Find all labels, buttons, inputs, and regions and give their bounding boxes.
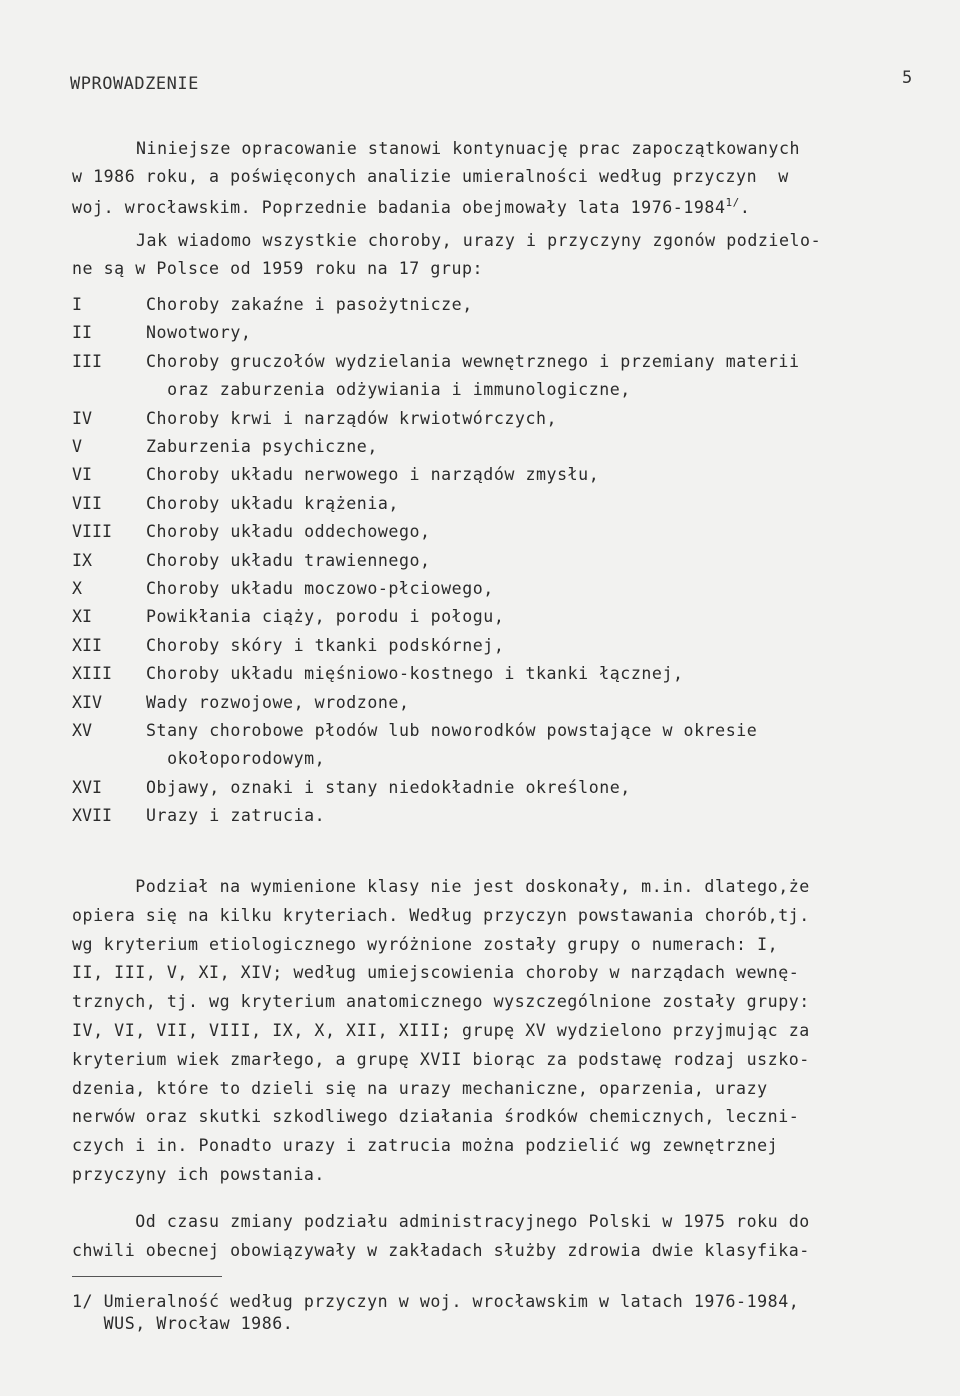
paragraph-line: II, III, V, XI, XIV; według umiejscowienia choroby w narządach wewnę- [72,963,800,983]
class-name: Nowotwory, [146,323,252,343]
class-name: Choroby krwi i narządów krwiotwórczych, [146,408,558,428]
paragraph-line: trznych, tj. wg kryterium anatomicznego wyszczególnione zostały grupy: [72,992,810,1012]
class-number: XV [72,721,92,740]
class-number: VII [72,493,102,513]
paragraph-line: dzenia, które to dzieli się na urazy mechaniczne, oparzenia, urazy [72,1078,768,1098]
class-name: Stany chorobowe płodów lub noworodków powstające w okresie [146,721,758,740]
class-number: XII [72,635,102,655]
intro-line [72,196,750,217]
intro-line: Jak wiadomo wszystkie choroby, urazy i przyczyny zgonów podzielo- [136,231,822,250]
class-number: II [72,323,92,343]
paragraph-line: nerwów oraz skutki szkodliwego działania środków chemicznych, leczni- [72,1107,800,1127]
intro-line-text: woj. wrocławskim. Poprzednie badania obejmowały lata 1976-1984 [72,198,726,217]
class-number: V [72,437,82,456]
class-name: oraz zaburzenia odżywiania i immunologiczne, [146,380,631,400]
class-number: XIV [72,692,102,712]
paragraph-line: chwili obecnej obowiązywały w zakładach służby zdrowia dwie klasyfika- [72,1241,810,1260]
class-number: VIII [72,522,112,542]
class-name: Choroby układu nerwowego i narządów zmysłu, [146,465,600,485]
paragraph-line: IV, VI, VII, VIII, IX, X, XII, XIII; grupę XV wydzielono przyjmując za [72,1021,810,1040]
paragraph-line: kryterium wiek zmarłego, a grupę XVII biorąc za podstawę rodzaj uszko- [72,1049,810,1069]
footnote-ref: 1/ [725,196,740,209]
class-number: XVI [72,777,102,797]
class-name: Choroby układu mięśniowo-kostnego i tkanki łącznej, [146,664,684,684]
paragraph-line: przyczyny ich powstania. [72,1165,325,1184]
intro-line: w 1986 roku, a poświęconych analizie umieralności według przyczyn w [72,167,789,186]
class-number: VI [72,465,92,485]
class-name: Wady rozwojowe, wrodzone, [146,692,410,712]
paragraph-line: Od czasu zmiany podziału administracyjnego Polski w 1975 roku do [72,1212,810,1231]
footnote-line: 1/ Umieralność według przyczyn w woj. wrocławskim w latach 1976-1984, [72,1292,800,1311]
class-number: XIII [72,664,112,684]
class-number: X [72,579,82,598]
intro-line-end: . [739,198,751,217]
class-name: Choroby układu krążenia, [146,493,399,513]
class-name: Zaburzenia psychiczne, [146,437,378,456]
class-name: Choroby układu trawiennego, [146,550,431,570]
paragraph-line: czych i in. Ponadto urazy i zatrucia można podzielić wg zewnętrznej [72,1136,779,1156]
paragraph-line: opiera się na kilku kryteriach. Według przyczyn powstawania chorób,tj. [72,905,810,925]
page-header-title: WPROWADZENIE [70,74,199,94]
class-number: IV [72,408,92,428]
footnote-rule [72,1276,222,1277]
intro-line: ne są w Polsce od 1959 roku na 17 grup: [72,259,484,278]
class-number: XI [72,607,92,627]
paragraph-line: wg kryterium etiologicznego wyróżnione zostały grupy o numerach: I, [72,934,779,954]
class-number: III [72,351,102,371]
class-name: Urazy i zatrucia. [146,806,326,826]
class-number: XVII [72,806,112,826]
footnote-line: WUS, Wrocław 1986. [72,1314,294,1333]
class-number: IX [72,550,92,570]
class-name: Choroby zakaźne i pasożytnicze, [146,295,473,314]
class-number: I [72,295,82,314]
class-name: Choroby układu oddechowego, [146,522,431,542]
paragraph-line: Podział na wymienione klasy nie jest doskonały, m.in. dlatego,że [72,877,810,896]
class-name: Choroby gruczołów wydzielania wewnętrznego i przemiany materii [146,351,800,371]
class-name: Objawy, oznaki i stany niedokładnie określone, [146,777,631,797]
class-name: Choroby układu moczowo-płciowego, [146,579,494,598]
class-name: okołoporodowym, [146,749,326,769]
class-name: Choroby skóry i tkanki podskórnej, [146,635,505,655]
page-number: 5 [902,68,913,88]
class-name: Powikłania ciąży, porodu i połogu, [146,607,505,627]
intro-line: Niniejsze opracowanie stanowi kontynuację prac zapoczątkowanych [136,139,801,158]
